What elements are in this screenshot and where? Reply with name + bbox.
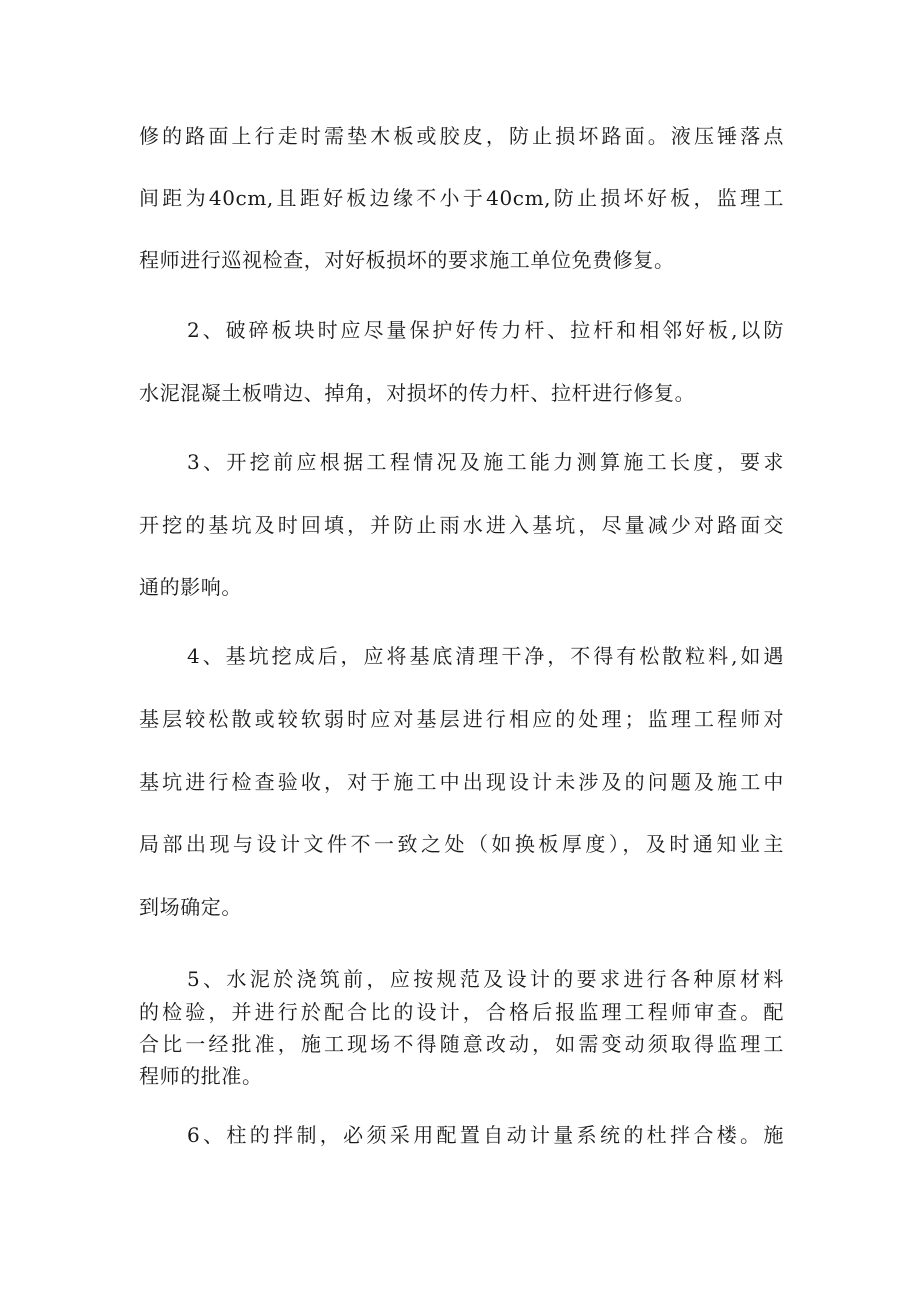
text-line: 到场确定。 xyxy=(139,895,242,919)
text-line: 通的影响。 xyxy=(139,575,242,599)
text-line: 6、柱的拌制，必须采用配置自动计量系统的杜拌合楼。施 xyxy=(187,1123,784,1147)
text-line: 合比一经批准，施工现场不得随意改动，如需变动须取得监理工 xyxy=(139,1032,784,1056)
text-line: 修的路面上行走时需垫木板或胶皮，防止损坏路面。液压锤落点 xyxy=(139,124,784,148)
text-line: 水泥混凝土板啃边、掉角，对损坏的传力杆、拉杆进行修复。 xyxy=(139,381,696,405)
text-line: 开挖的基坑及时回填，并防止雨水进入基坑，尽量减少对路面交 xyxy=(139,513,784,537)
text-line: 的检验，并进行於配合比的设计，合格后报监理工程师审查。配 xyxy=(139,1000,784,1024)
text-line: 3、开挖前应根据工程情况及施工能力测算施工长度，要求 xyxy=(187,450,784,474)
text-line: 程师的批准。 xyxy=(139,1064,263,1088)
text-line: 局部出现与设计文件不一致之处（如换板厚度），及时通知业主 xyxy=(139,832,784,856)
text-line: 5、水泥於浇筑前，应按规范及设计的要求进行各种原材料 xyxy=(187,967,784,991)
text-line: 间距为40cm,且距好板边缘不小于40cm,防止损坏好板，监理工 xyxy=(139,186,784,210)
text-line: 基层较松散或较软弱时应对基层进行相应的处理；监理工程师对 xyxy=(139,707,784,731)
text-line: 程师进行巡视检查，对好板损坏的要求施工单位免费修复。 xyxy=(139,248,675,272)
text-line: 2、破碎板块时应尽量保护好传力杆、拉杆和相邻好板,以防 xyxy=(187,318,784,342)
text-line: 4、基坑挖成后，应将基底清理干净，不得有松散粒料,如遇 xyxy=(187,644,784,668)
text-line: 基坑进行检查验收，对于施工中出现设计未涉及的问题及施工中 xyxy=(139,770,784,794)
